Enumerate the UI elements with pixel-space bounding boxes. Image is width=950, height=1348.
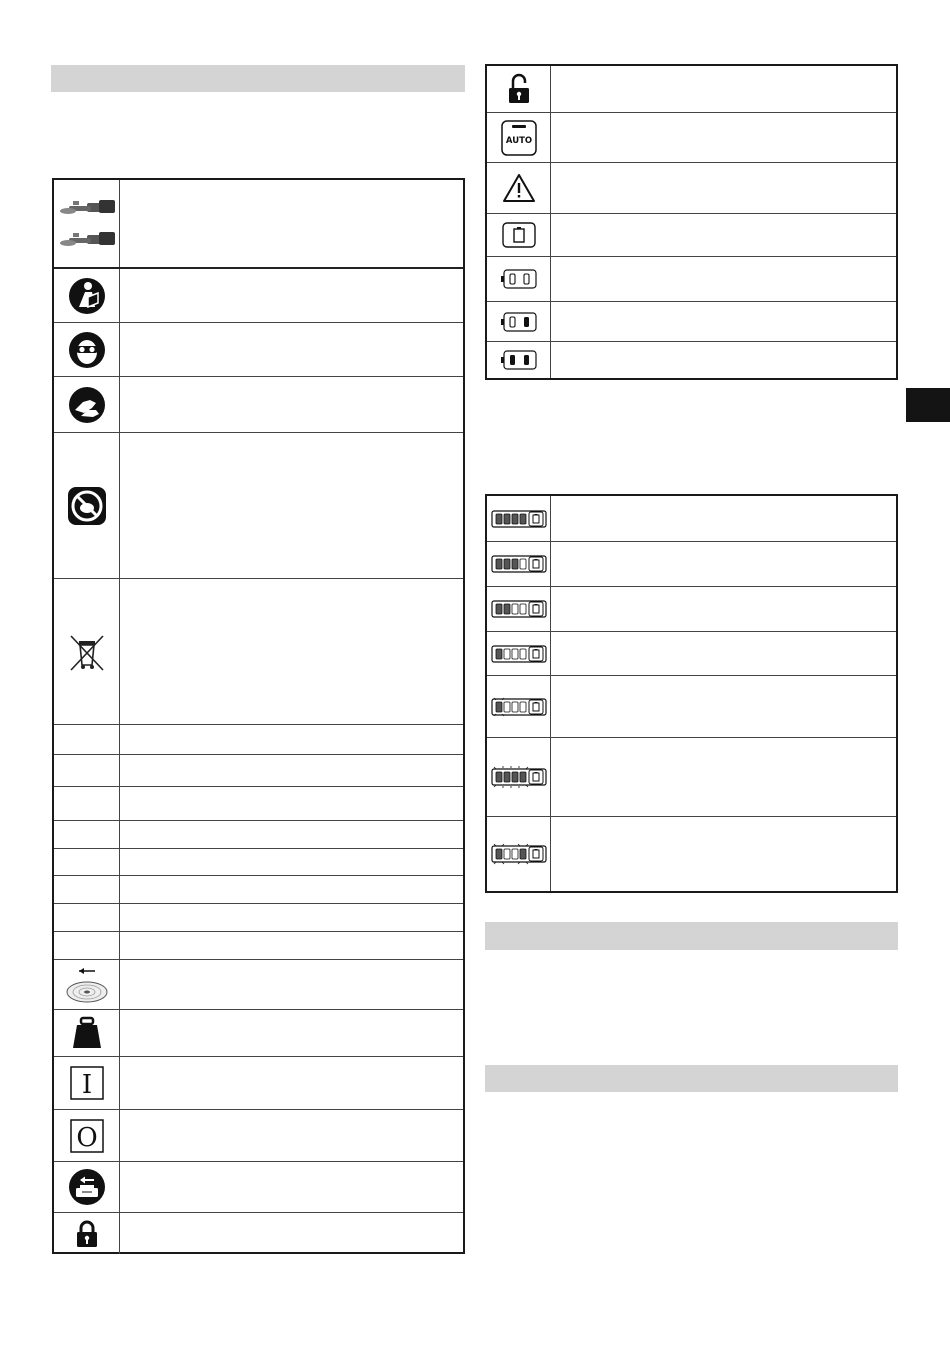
row-text <box>551 817 896 891</box>
table-row <box>54 875 463 903</box>
row-text <box>120 1213 463 1254</box>
battery-indicator-table <box>485 494 898 893</box>
section-header-band <box>51 65 465 92</box>
table-row <box>54 724 463 754</box>
table-row <box>54 322 463 376</box>
row-text <box>120 1162 463 1212</box>
table-row <box>487 496 896 541</box>
switch-on-icon <box>69 1065 105 1101</box>
table-row <box>487 737 896 816</box>
auto-mode-icon <box>500 119 538 157</box>
row-text <box>120 579 463 724</box>
table-row <box>54 903 463 931</box>
row-text <box>551 738 896 816</box>
table-row <box>54 1161 463 1212</box>
wheel-rotation-icon <box>65 965 109 1005</box>
row-text <box>120 1110 463 1161</box>
battery-icon <box>501 221 537 249</box>
table-row <box>54 959 463 1009</box>
row-text <box>551 214 896 256</box>
table-row <box>54 1009 463 1056</box>
row-text <box>120 323 463 376</box>
row-text <box>120 904 463 931</box>
section-header-band <box>485 1065 898 1092</box>
table-row <box>54 786 463 820</box>
table-row <box>487 816 896 891</box>
row-text <box>120 849 463 875</box>
battery-level-full-icon <box>500 349 538 371</box>
warning-triangle-icon <box>502 172 536 204</box>
battery-indicator-blink-all-icon <box>491 760 547 794</box>
section-header-band <box>485 922 898 950</box>
row-text <box>120 821 463 848</box>
table-row <box>54 820 463 848</box>
battery-indicator-3-icon <box>491 553 547 575</box>
row-text <box>551 587 896 631</box>
table-row <box>487 162 896 213</box>
row-text <box>551 113 896 162</box>
row-text <box>120 1057 463 1109</box>
table-row <box>54 432 463 578</box>
row-text <box>551 342 896 378</box>
lock-closed-icon <box>74 1219 100 1249</box>
row-text <box>120 932 463 959</box>
table-row <box>54 376 463 432</box>
crossed-bin-icon <box>66 631 108 673</box>
table-row <box>487 301 896 341</box>
table-row <box>54 1056 463 1109</box>
table-row <box>54 1212 463 1254</box>
row-text <box>120 433 463 578</box>
row-text <box>120 269 463 322</box>
table-row <box>487 631 896 675</box>
symbols-table-left <box>52 178 465 1254</box>
table-row <box>487 341 896 378</box>
battery-level-empty-icon <box>500 268 538 290</box>
read-manual-icon <box>68 277 106 315</box>
row-text <box>551 257 896 301</box>
row-text <box>551 632 896 675</box>
row-text <box>551 66 896 112</box>
switch-on-label: I <box>81 1070 92 1100</box>
battery-indicator-4-icon <box>491 508 547 530</box>
row-text <box>120 876 463 903</box>
battery-indicator-2-icon <box>491 598 547 620</box>
row-text <box>120 1010 463 1056</box>
table-row <box>487 675 896 737</box>
weight-icon <box>70 1015 104 1051</box>
lock-open-icon <box>506 73 532 105</box>
table-row <box>54 578 463 724</box>
switch-off-label: O <box>75 1122 98 1153</box>
row-text <box>120 787 463 820</box>
switch-off-icon <box>69 1118 105 1154</box>
battery-indicator-blink-alt-icon <box>491 837 547 871</box>
table-row <box>54 1109 463 1161</box>
table-row <box>54 848 463 875</box>
grinder-tools-icon <box>57 191 117 257</box>
language-tab <box>906 388 950 422</box>
battery-level-half-icon <box>500 311 538 333</box>
safety-glasses-icon <box>68 331 106 369</box>
table-row <box>487 66 896 112</box>
table-row <box>54 754 463 786</box>
remove-battery-icon <box>68 1168 106 1206</box>
row-text <box>120 180 463 267</box>
table-row <box>487 256 896 301</box>
symbols-table-right-top <box>485 64 898 380</box>
table-row <box>54 931 463 959</box>
table-row <box>487 541 896 586</box>
row-text <box>120 960 463 1009</box>
table-row <box>54 180 463 267</box>
row-text <box>551 542 896 586</box>
row-text <box>120 755 463 786</box>
row-text <box>120 377 463 432</box>
battery-indicator-1-icon <box>491 643 547 665</box>
no-side-grinding-icon <box>67 486 107 526</box>
table-row <box>487 586 896 631</box>
battery-indicator-blink-1-icon <box>491 692 547 722</box>
gloves-icon <box>68 386 106 424</box>
row-text <box>551 302 896 341</box>
row-text <box>551 496 896 541</box>
table-row <box>54 267 463 322</box>
row-text <box>551 163 896 213</box>
row-text <box>120 725 463 754</box>
auto-label: AUTO <box>505 135 532 146</box>
row-text <box>551 676 896 737</box>
table-row <box>487 112 896 162</box>
table-row <box>487 213 896 256</box>
